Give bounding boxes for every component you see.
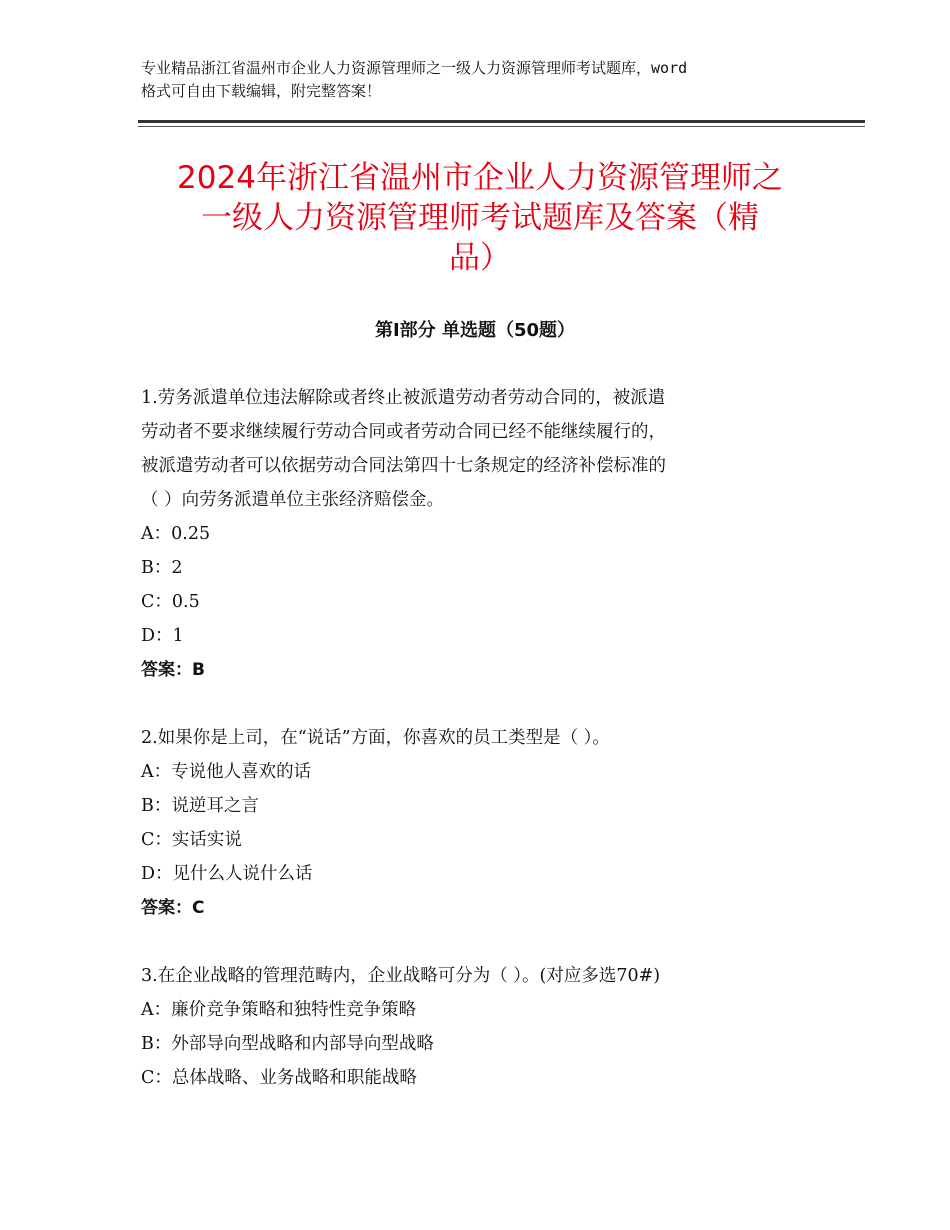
question-list bbox=[141, 381, 841, 1095]
question-stem-line: 1.劳务派遣单位违法解除或者终止被派遣劳动者劳动合同的，被派遣 bbox=[141, 388, 666, 408]
question-stem-line: 3.在企业战略的管理范畴内，企业战略可分为（ ）。(对应多选70#) bbox=[141, 966, 661, 986]
option-b: B：外部导向型战略和内部导向型战略 bbox=[141, 1034, 434, 1054]
option-b: B：说逆耳之言 bbox=[141, 796, 259, 816]
document-title bbox=[130, 158, 830, 278]
option-a: A：专说他人喜欢的话 bbox=[141, 762, 312, 782]
answer: 答案：B bbox=[141, 660, 205, 680]
option-a: A：0.25 bbox=[141, 524, 211, 544]
header-divider-thick bbox=[138, 120, 865, 123]
option-c: C：总体战略、业务战略和职能战略 bbox=[141, 1068, 417, 1088]
question-3 bbox=[141, 959, 841, 1095]
option-d: D：见什么人说什么话 bbox=[141, 864, 313, 884]
question-stem-line: 劳动者不要求继续履行劳动合同或者劳动合同已经不能继续履行的， bbox=[141, 422, 666, 442]
option-d: D：1 bbox=[141, 626, 184, 646]
section-heading: 第Ⅰ部分 单选题（50题） bbox=[374, 320, 575, 341]
question-spacer bbox=[141, 925, 841, 959]
option-b: B：2 bbox=[141, 558, 183, 578]
option-c: C：0.5 bbox=[141, 592, 200, 612]
option-c: C：实话实说 bbox=[141, 830, 242, 850]
question-spacer bbox=[141, 687, 841, 721]
title-line-2: 一级人力资源管理师考试题库及答案（精 bbox=[201, 200, 759, 236]
header-divider-thin bbox=[138, 126, 865, 127]
title-line-1: 2024年浙江省温州市企业人力资源管理师之 bbox=[177, 160, 783, 196]
header-note bbox=[141, 57, 831, 103]
header-note-line-2: 格式可自由下载编辑，附完整答案！ bbox=[141, 82, 382, 100]
question-stem-line: （ ）向劳务派遣单位主张经济赔偿金。 bbox=[141, 490, 445, 510]
question-stem-line: 被派遣劳动者可以依据劳动合同法第四十七条规定的经济补偿标准的 bbox=[141, 456, 666, 476]
question-stem-line: 2.如果你是上司，在“说话”方面，你喜欢的员工类型是（ ）。 bbox=[141, 728, 610, 748]
answer: 答案：C bbox=[141, 898, 205, 918]
question-2 bbox=[141, 721, 841, 925]
question-1 bbox=[141, 381, 841, 687]
title-line-3: 品） bbox=[449, 240, 511, 276]
option-a: A：廉价竞争策略和独特性竞争策略 bbox=[141, 1000, 417, 1020]
header-note-line-1: 专业精品浙江省温州市企业人力资源管理师之一级人力资源管理师考试题库，word bbox=[141, 59, 688, 77]
